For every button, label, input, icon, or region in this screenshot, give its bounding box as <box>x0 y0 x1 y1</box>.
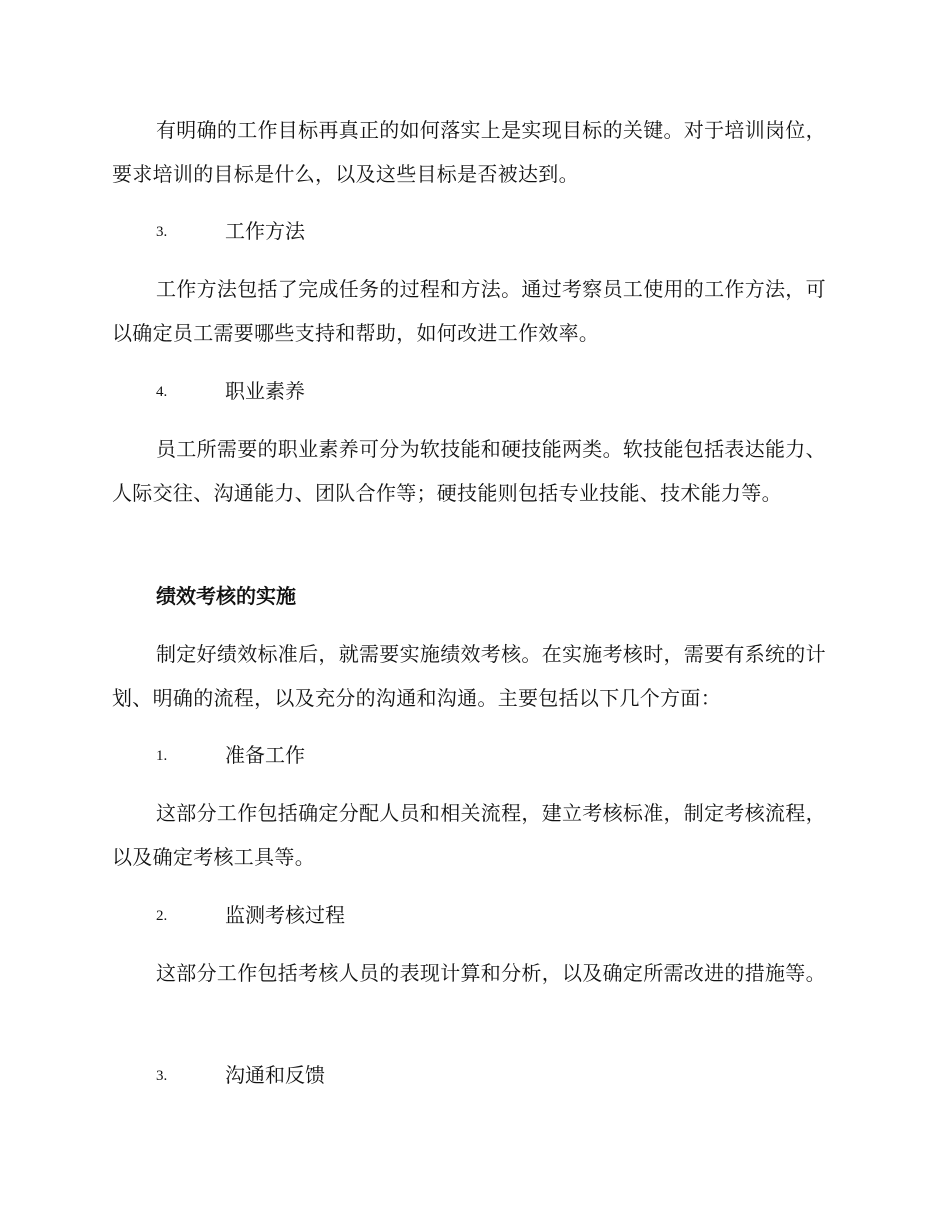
list-label: 沟通和反馈 <box>225 1063 325 1087</box>
section-heading: 绩效考核的实施 <box>156 584 296 608</box>
list-label: 监测考核过程 <box>225 903 345 927</box>
paragraph-professionalism: 员工所需要的职业素养可分为软技能和硬技能两类。软技能包括表达能力、人际交往、沟通能力、团队合作等；硬技能则包括专业技能、技术能力等。 <box>112 437 826 505</box>
list-number: 4. <box>156 384 168 400</box>
paragraph-preparation: 这部分工作包括确定分配人员和相关流程，建立考核标准，制定考核流程，以及确定考核工具等。 <box>112 801 826 869</box>
paragraph-work-goals: 有明确的工作目标再真正的如何落实上是实现目标的关键。对于培训岗位，要求培训的目标是什么，以及这些目标是否被达到。 <box>112 118 826 186</box>
list-number: 3. <box>156 1068 168 1084</box>
paragraph-work-method: 工作方法包括了完成任务的过程和方法。通过考察员工使用的工作方法，可以确定员工需要哪些支持和帮助，如何改进工作效率。 <box>112 277 826 345</box>
paragraph-implementation: 制定好绩效标准后，就需要实施绩效考核。在实施考核时，需要有系统的计划、明确的流程，以及充分的沟通和沟通。主要包括以下几个方面： <box>112 642 826 710</box>
list-number: 3. <box>156 224 168 240</box>
list-label: 职业素养 <box>225 379 305 403</box>
list-number: 1. <box>156 748 168 764</box>
list-number: 2. <box>156 908 168 924</box>
paragraph-monitoring: 这部分工作包括考核人员的表现计算和分析，以及确定所需改进的措施等。 <box>156 961 826 985</box>
list-label: 准备工作 <box>225 743 305 767</box>
list-label: 工作方法 <box>225 219 305 243</box>
